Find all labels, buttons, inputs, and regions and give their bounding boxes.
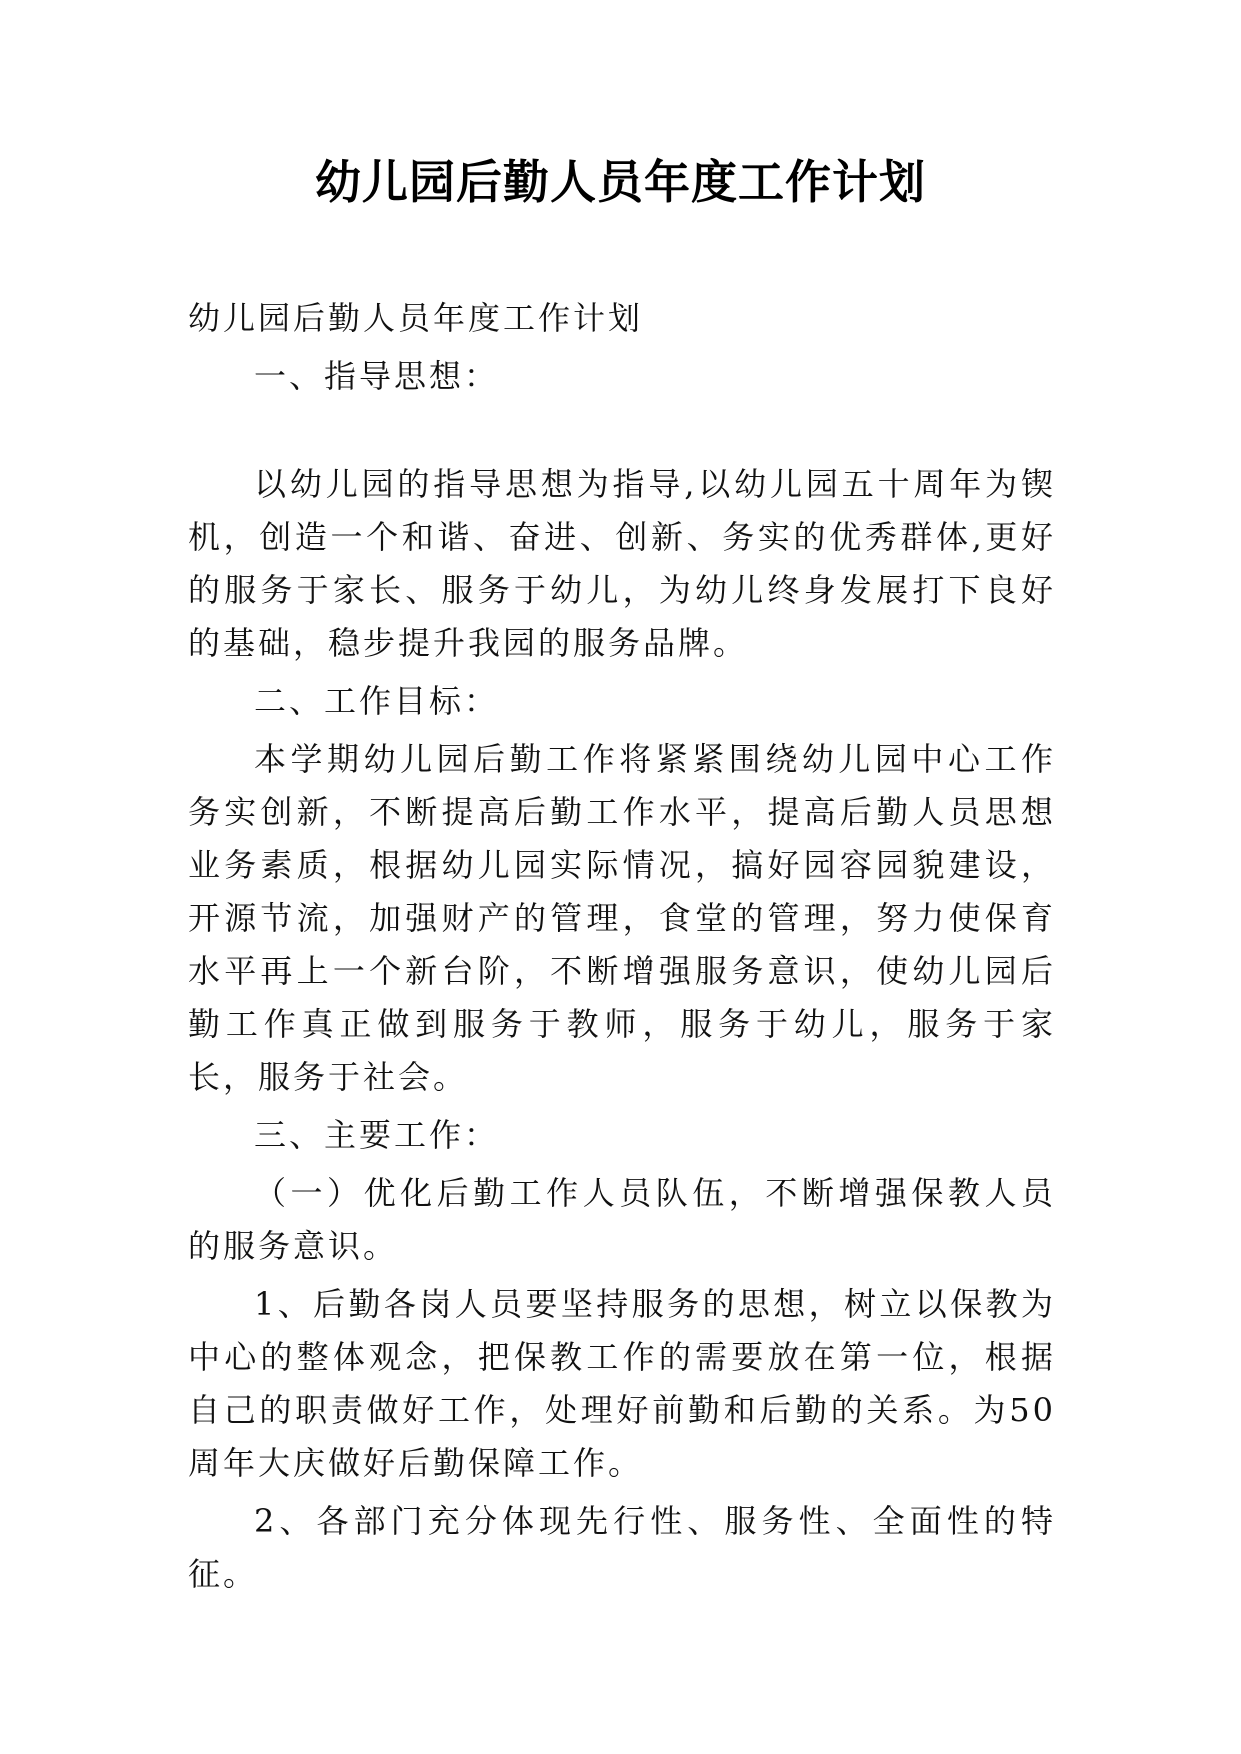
- paragraph-main-work-item-1: （一）优化后勤工作人员队伍，不断增强保教人员的服务意识。: [188, 1174, 1056, 1265]
- document-body: [188, 292, 1056, 1606]
- section-heading-main-work: 三、主要工作：: [254, 1116, 500, 1154]
- paragraph-guiding-ideology: 以幼儿园的指导思想为指导,以幼儿园五十周年为锲机，创造一个和谐、奋进、创新、务实的优秀群体,更好的服务于家长、服务于幼儿，为幼儿终身发展打下良好的基础，稳步提升我园的服务品牌。: [188, 465, 1056, 662]
- paragraph-main-work-point-1: 1、后勤各岗人员要坚持服务的思想，树立以保教为中心的整体观念，把保教工作的需要放在第一位，根据自己的职责做好工作，处理好前勤和后勤的关系。为50周年大庆做好后勤保障工作。: [188, 1285, 1056, 1482]
- paragraph-heading-repeat: 幼儿园后勤人员年度工作计划: [188, 299, 644, 337]
- paragraph-main-work-point-2: 2、各部门充分体现先行性、服务性、全面性的特征。: [188, 1502, 1056, 1593]
- section-heading-guiding-ideology: 一、指导思想：: [254, 357, 500, 395]
- paragraph-work-goals: 本学期幼儿园后勤工作将紧紧围绕幼儿园中心工作务实创新，不断提高后勤工作水平，提高后勤人员思想业务素质，根据幼儿园实际情况，搞好园容园貌建设，开源节流，加强财产的管理，食堂的管理，努力使保育水平再上一个新台阶，不断增强服务意识，使幼儿园后勤工作真正做到服务于教师，服务于幼儿，服务于家长，服务于社会。: [188, 740, 1056, 1096]
- document-title: 幼儿园后勤人员年度工作计划: [315, 155, 926, 209]
- section-heading-work-goals: 二、工作目标：: [254, 682, 500, 720]
